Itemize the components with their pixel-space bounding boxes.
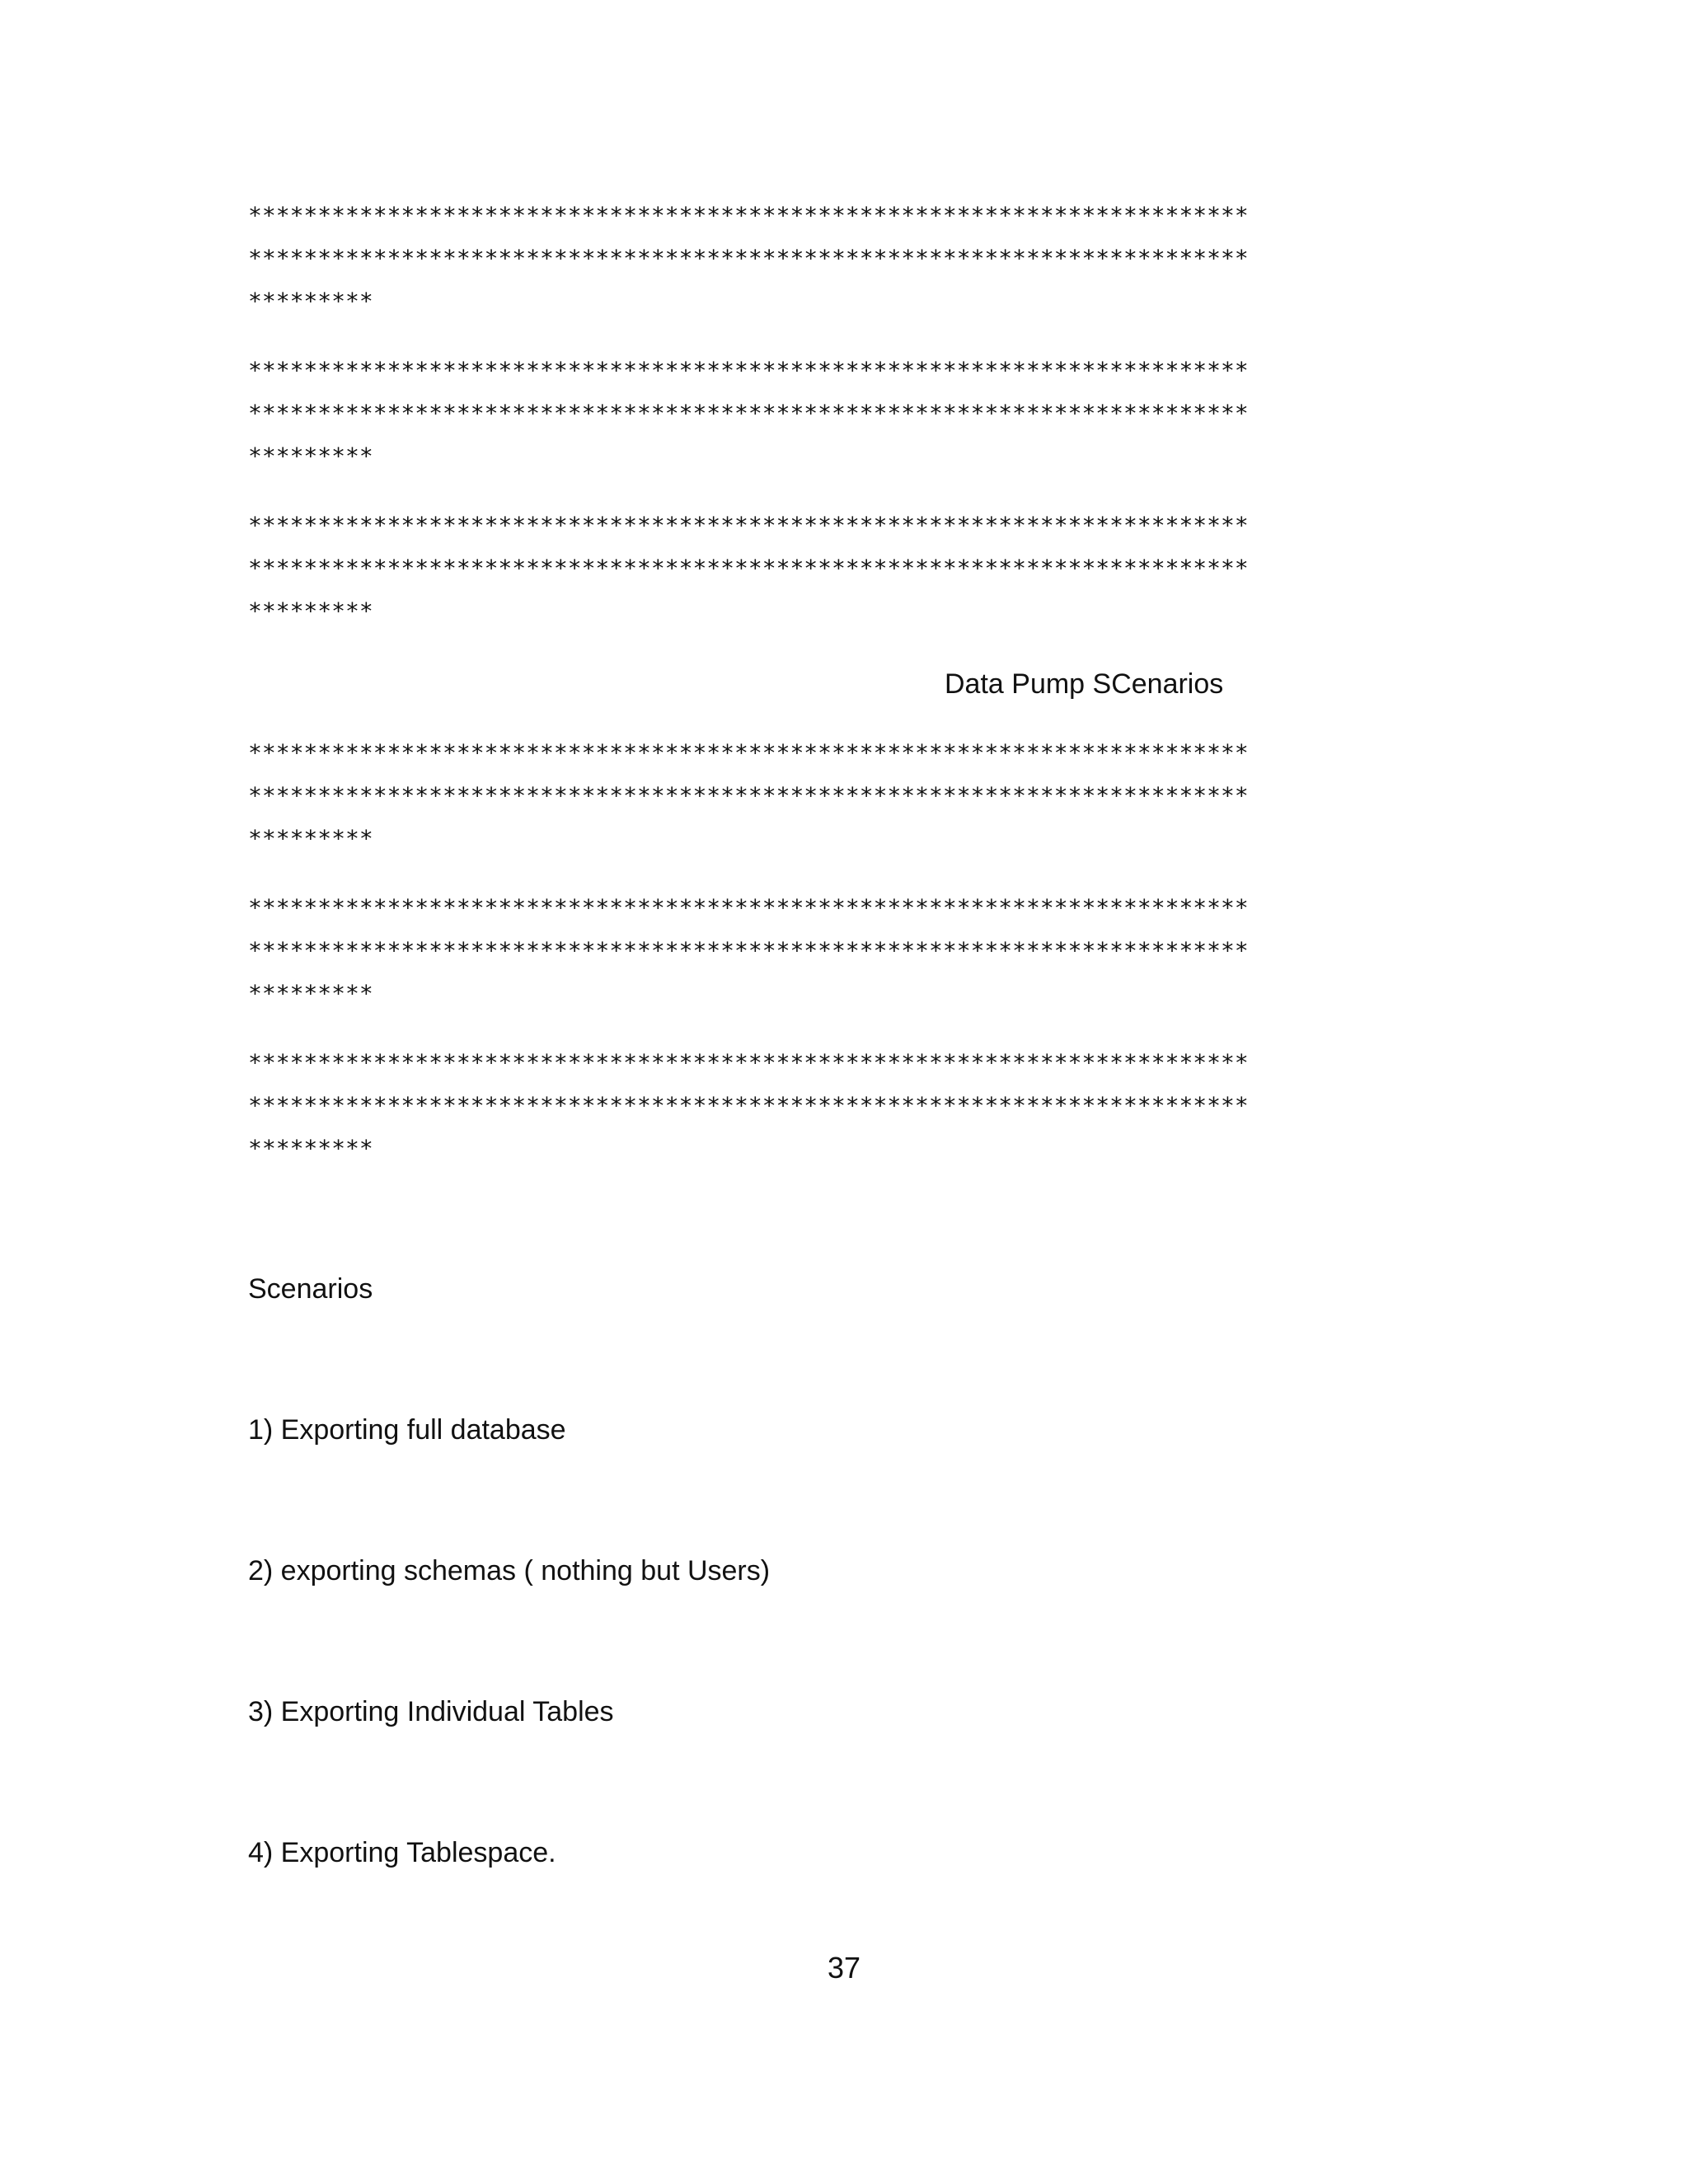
asterisk-line: ************************************************************************ (248, 202, 1249, 229)
asterisk-line: ************************************************************************ (248, 512, 1249, 539)
asterisk-line: ************************************************************************ (248, 357, 1249, 384)
asterisk-line: ************************************************************************ (248, 739, 1249, 766)
asterisk-block-6 (248, 1042, 1451, 1170)
list-item: 3) Exporting Individual Tables (248, 1696, 614, 1727)
asterisk-line: ********* (248, 288, 373, 315)
asterisk-line: ************************************************************************ (248, 782, 1249, 809)
asterisk-line: ********* (248, 825, 373, 852)
list-item: 4) Exporting Tablespace. (248, 1837, 556, 1868)
list-item: 1) Exporting full database (248, 1414, 566, 1446)
page-number: 37 (827, 1951, 861, 1985)
asterisk-line: ************************************************************************ (248, 894, 1249, 921)
asterisk-line: ************************************************************************ (248, 937, 1249, 964)
asterisk-block-3 (248, 504, 1451, 633)
asterisk-block-5 (248, 887, 1451, 1015)
asterisk-block-1 (248, 194, 1451, 323)
asterisk-line: ************************************************************************ (248, 245, 1249, 272)
asterisk-line: ************************************************************************ (248, 1049, 1249, 1076)
list-item: 2) exporting schemas ( nothing but Users) (248, 1555, 771, 1586)
asterisk-line: ********* (248, 443, 373, 470)
asterisk-line: ************************************************************************ (248, 1092, 1249, 1119)
asterisk-line: ************************************************************************ (248, 400, 1249, 427)
asterisk-block-4 (248, 732, 1451, 860)
section-title: Scenarios (248, 1273, 373, 1305)
asterisk-line: ********* (248, 980, 373, 1007)
asterisk-line: ********* (248, 598, 373, 625)
asterisk-line: ********* (248, 1135, 373, 1162)
page-heading: Data Pump SCenarios (945, 668, 1224, 700)
asterisk-line: ************************************************************************ (248, 555, 1249, 582)
asterisk-block-2 (248, 349, 1451, 478)
